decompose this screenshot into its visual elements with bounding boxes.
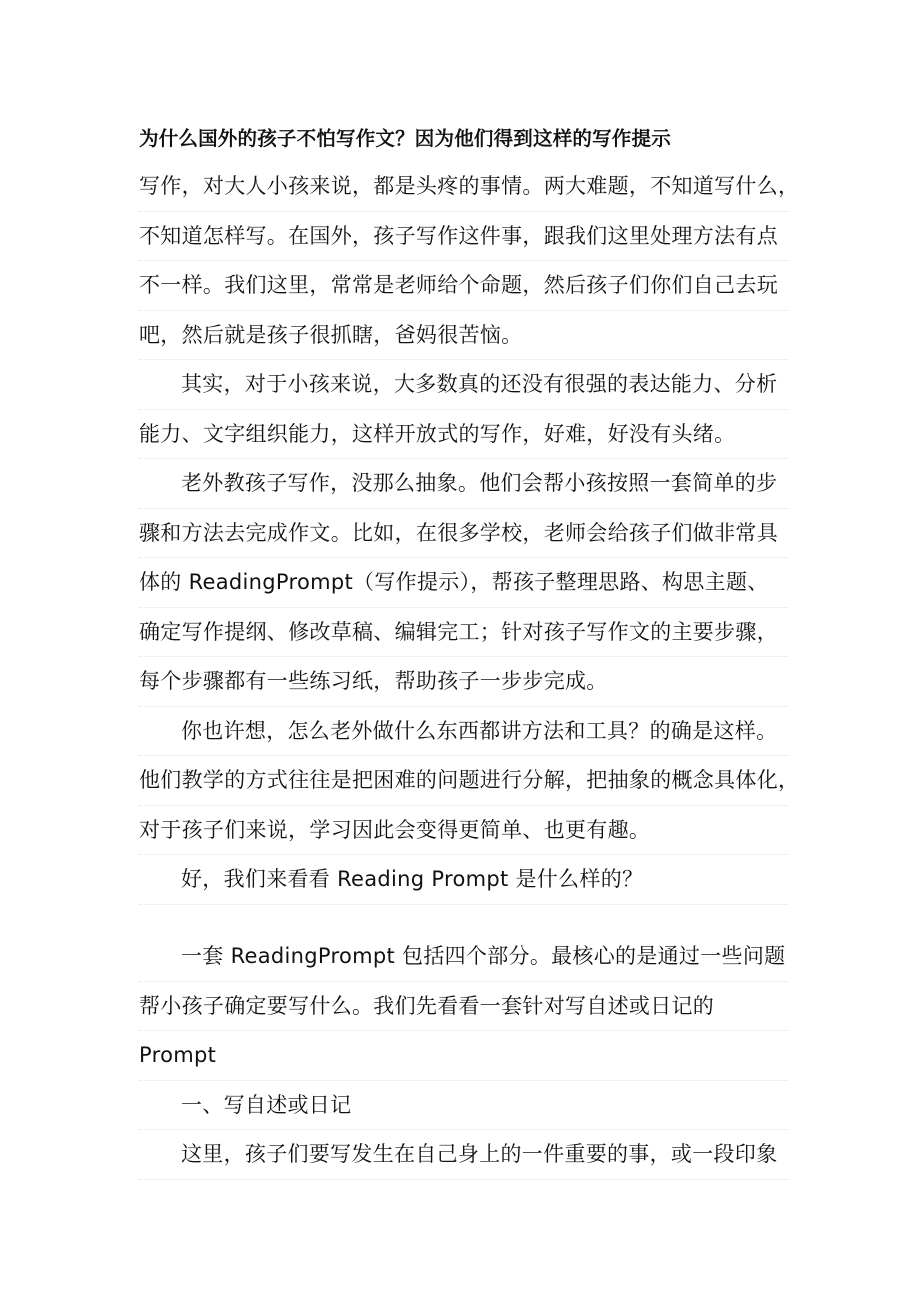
text-line: 一、写自述或日记 [139, 1081, 789, 1131]
text-line: 确定写作提纲、修改草稿、编辑完工；针对孩子写作文的主要步骤， [139, 608, 789, 658]
text-line: 不知道怎样写。在国外，孩子写作这件事，跟我们这里处理方法有点 [139, 212, 789, 262]
text-line: 一套 ReadingPrompt 包括四个部分。最核心的是通过一些问题 [139, 932, 789, 982]
text-line: 好，我们来看看 Reading Prompt 是什么样的？ [139, 855, 789, 905]
text-line: 能力、文字组织能力，这样开放式的写作，好难，好没有头绪。 [139, 410, 789, 460]
text-line: 每个步骤都有一些练习纸，帮助孩子一步步完成。 [139, 657, 789, 707]
paragraph-intro [139, 162, 800, 360]
paragraph-look-at-prompt [139, 855, 789, 905]
text-line: Prompt [139, 1031, 789, 1081]
document-body-upper [139, 162, 800, 905]
text-line: 吧，然后就是孩子很抓瞎，爸妈很苦恼。 [139, 311, 789, 361]
document-body-lower [139, 932, 789, 1180]
document-title: 为什么国外的孩子不怕写作文？因为他们得到这样的写作提示 [139, 127, 671, 150]
text-line: 这里，孩子们要写发生在自己身上的一件重要的事，或一段印象 [139, 1130, 789, 1180]
text-line: 帮小孩子确定要写什么。我们先看看一套针对写自述或日记的 [139, 982, 789, 1032]
section-heading-diary [139, 1081, 789, 1131]
text-line: 不一样。我们这里，常常是老师给个命题，然后孩子们你们自己去玩 [139, 261, 789, 311]
text-line: 其实，对于小孩来说，大多数真的还没有很强的表达能力、分析 [139, 360, 789, 410]
text-line: 你也许想，怎么老外做什么东西都讲方法和工具？的确是这样。 [139, 707, 789, 757]
text-line: 写作，对大人小孩来说，都是头疼的事情。两大难题，不知道写什么， [139, 162, 789, 212]
paragraph-teaching-method [139, 459, 789, 707]
text-line: 体的 ReadingPrompt（写作提示），帮孩子整理思路、构思主题、 [139, 558, 789, 608]
text-line: 老外教孩子写作，没那么抽象。他们会帮小孩按照一套简单的步 [139, 459, 789, 509]
text-line: 他们教学的方式往往是把困难的问题进行分解，把抽象的概念具体化， [139, 756, 789, 806]
paragraph-prompt-parts [139, 932, 789, 1081]
paragraph-children-ability [139, 360, 789, 459]
text-line: 对于孩子们来说，学习因此会变得更简单、也更有趣。 [139, 806, 789, 856]
paragraph-diary-description [139, 1130, 789, 1180]
text-line: 骤和方法去完成作文。比如，在很多学校，老师会给孩子们做非常具 [139, 509, 789, 559]
paragraph-methods-tools [139, 707, 800, 856]
